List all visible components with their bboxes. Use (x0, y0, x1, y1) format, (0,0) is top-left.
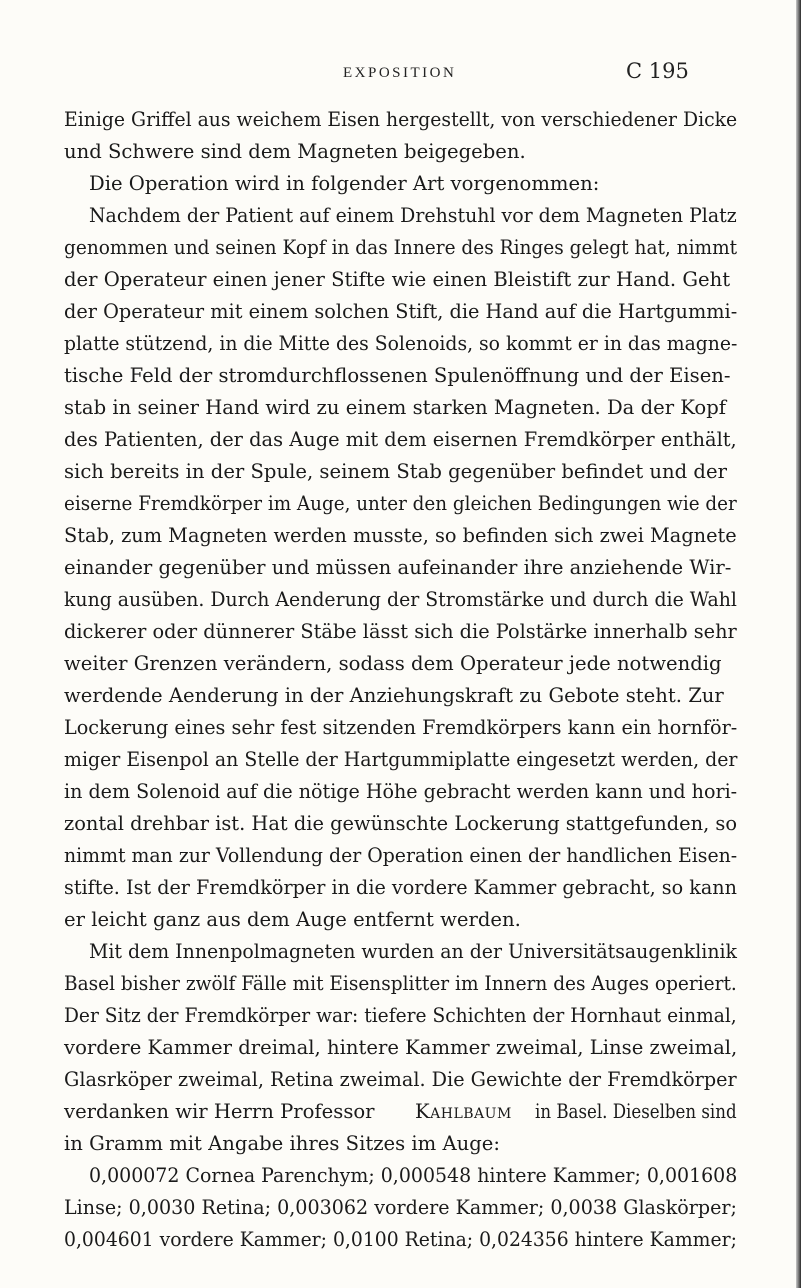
line-text: Stab, zum Magneten werden musste, so befinden sich zwei Magnete (64, 524, 737, 547)
page-header (0, 57, 801, 97)
text-line (0, 1192, 801, 1224)
text-line (0, 808, 801, 840)
line-text: und Schwere sind dem Magneten beigegeben. (64, 140, 526, 163)
text-line (0, 1224, 801, 1256)
line-text: miger Eisenpol an Stelle der Hartgummiplatte eingesetzt werden, der (64, 748, 738, 771)
text-line (0, 968, 801, 1000)
text-line (0, 392, 801, 424)
text-line (0, 616, 801, 648)
line-text: Mit dem Innenpolmagneten wurden an der Universitätsaugenklinik (89, 940, 737, 963)
line-text: platte stützend, in die Mitte des Solenoids, so kommt er in das magne- (64, 332, 738, 355)
line-text: Einige Griffel aus weichem Eisen hergestellt, von verschiedener Dicke (64, 108, 738, 131)
line-text: weiter Grenzen verändern, sodass dem Operateur jede notwendig (64, 652, 722, 675)
line-text: tische Feld der stromdurchflossenen Spulenöffnung und der Eisen- (64, 364, 731, 387)
line-text: Der Sitz der Fremdkörper war: tiefere Schichten der Hornhaut einmal, (64, 1004, 737, 1027)
text-line (0, 168, 801, 200)
running-head: EXPOSITION (343, 65, 457, 81)
line-text: Basel bisher zwölf Fälle mit Eisensplitter im Innern des Auges operiert. (64, 972, 737, 995)
text-line (0, 200, 801, 232)
text-line (0, 648, 801, 680)
line-text: nimmt man zur Vollendung der Operation einen der handlichen Eisen- (64, 844, 738, 867)
text-line (0, 296, 801, 328)
line-text: der Operateur mit einem solchen Stift, die Hand auf die Hartgummi- (64, 300, 738, 323)
text-line (0, 264, 801, 296)
line-text: stab in seiner Hand wird zu einem starken Magneten. Da der Kopf (64, 396, 727, 419)
line-text: der Operateur einen jener Stifte wie einen Bleistift zur Hand. Geht (64, 268, 731, 291)
line-text: vordere Kammer dreimal, hintere Kammer zweimal, Linse zweimal, (64, 1036, 738, 1059)
line-text: Linse; 0,0030 Retina; 0,003062 vordere Kammer; 0,0038 Glaskörper; (64, 1196, 737, 1219)
text-line (0, 424, 801, 456)
line-text: Glasrköper zweimal, Retina zweimal. Die Gewichte der Fremdkörper (64, 1068, 737, 1091)
text-line (0, 456, 801, 488)
text-line (0, 1000, 801, 1032)
text-line (0, 1160, 801, 1192)
text-line (0, 872, 801, 904)
line-text: in dem Solenoid auf die nötige Höhe gebracht werden kann und hori- (64, 780, 738, 803)
line-text: 0,004601 vordere Kammer; 0,0100 Retina; 0,024356 hintere Kammer; (64, 1228, 737, 1251)
text-line (0, 712, 801, 744)
line-text: Lockerung eines sehr fest sitzenden Fremdkörpers kann ein hornför- (64, 716, 738, 739)
text-line (0, 104, 801, 136)
text-line (0, 360, 801, 392)
line-text: er leicht ganz aus dem Auge entfernt werden. (64, 908, 521, 931)
text-line (0, 1096, 801, 1128)
line-text: einander gegenüber und müssen aufeinander ihre anziehende Wir- (64, 556, 732, 579)
line-text: dickerer oder dünnerer Stäbe lässt sich die Polstärke innerhalb sehr (64, 620, 737, 643)
text-line (0, 1064, 801, 1096)
person-name: Kahlbaum (415, 1100, 512, 1123)
text-line (0, 584, 801, 616)
text-line (0, 232, 801, 264)
line-text: stifte. Ist der Fremdkörper in die vordere Kammer gebracht, so kann (64, 876, 737, 899)
line-text: Nachdem der Patient auf einem Drehstuhl vor dem Magneten Platz (89, 204, 737, 227)
text-line (0, 680, 801, 712)
text-line (0, 1032, 801, 1064)
page-number: C 195 (626, 59, 689, 83)
line-text: des Patienten, der das Auge mit dem eisernen Fremdkörper enthält, (64, 428, 737, 451)
line-text: kung ausüben. Durch Aenderung der Stromstärke und durch die Wahl (64, 588, 737, 611)
line-text: werdende Aenderung in der Anziehungskraft zu Gebote steht. Zur (64, 684, 724, 707)
text-line (0, 904, 801, 936)
line-text: in Basel. Dieselben sind (535, 1100, 737, 1123)
text-line (0, 136, 801, 168)
line-text: eiserne Fremdkörper im Auge, unter den gleichen Bedingungen wie der (64, 492, 737, 515)
line-text: in Gramm mit Angabe ihres Sitzes im Auge: (64, 1132, 500, 1155)
text-line (0, 1128, 801, 1160)
line-text: 0,000072 Cornea Parenchym; 0,000548 hintere Kammer; 0,001608 (89, 1164, 738, 1187)
line-text: sich bereits in der Spule, seinem Stab gegenüber befindet und der (64, 460, 727, 483)
text-line (0, 776, 801, 808)
text-line (0, 552, 801, 584)
line-text: Die Operation wird in folgender Art vorgenommen: (89, 172, 600, 195)
text-line (0, 488, 801, 520)
text-line (0, 744, 801, 776)
line-text: verdanken wir Herrn Professor (64, 1100, 375, 1123)
line-text: genommen und seinen Kopf in das Innere des Ringes gelegt hat, nimmt (64, 236, 738, 259)
text-line (0, 520, 801, 552)
text-line (0, 936, 801, 968)
line-text: zontal drehbar ist. Hat die gewünschte Lockerung stattgefunden, so (64, 812, 738, 835)
text-line (0, 328, 801, 360)
text-line (0, 840, 801, 872)
